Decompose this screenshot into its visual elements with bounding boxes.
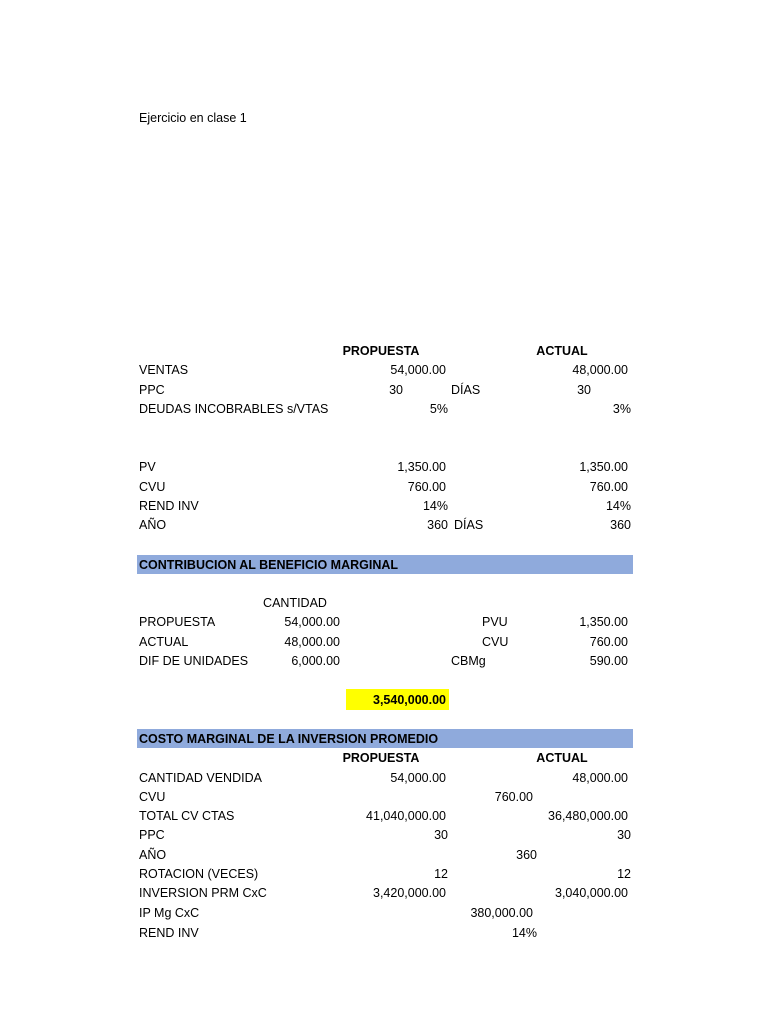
section-costo-marginal-title: COSTO MARGINAL DE LA INVERSION PROMEDIO [139, 732, 439, 746]
s1-row-cantidad: 54,000.00 [284, 615, 340, 629]
s1-row-value2: 760.00 [589, 635, 628, 649]
inversion-label: INVERSION PRM CxC [139, 886, 267, 900]
s1-row-value2: 590.00 [589, 654, 628, 668]
s1-row-cantidad: 6,000.00 [291, 654, 340, 668]
deudas-propuesta: 5% [429, 402, 448, 416]
anio-unit: DÍAS [454, 518, 484, 532]
s2-header-actual: ACTUAL [536, 751, 588, 765]
s2-anio-label: AÑO [139, 848, 167, 862]
header-actual: ACTUAL [536, 344, 588, 358]
cantidad-vendida-label: CANTIDAD VENDIDA [139, 771, 262, 785]
s1-row-value2: 1,350.00 [579, 615, 628, 629]
rotacion-actual: 12 [617, 867, 631, 881]
section-costo-marginal-header [137, 729, 633, 748]
ventas-actual: 48,000.00 [572, 363, 628, 377]
s2-cvu-value: 760.00 [494, 790, 533, 804]
s2-rend-inv-label: REND INV [139, 926, 199, 940]
inversion-actual: 3,040,000.00 [555, 886, 628, 900]
rotacion-label: ROTACION (VECES) [139, 867, 259, 881]
deudas-actual: 3% [612, 402, 631, 416]
cvu-label: CVU [139, 480, 166, 494]
section-contribucion-title: CONTRIBUCION AL BENEFICIO MARGINAL [139, 558, 399, 572]
s2-ppc-propuesta: 30 [434, 828, 448, 842]
anio-label: AÑO [139, 518, 167, 532]
s1-row-cantidad: 48,000.00 [284, 635, 340, 649]
cvu-propuesta: 760.00 [407, 480, 446, 494]
header-propuesta: PROPUESTA [342, 344, 420, 358]
s2-cvu-label: CVU [139, 790, 166, 804]
s1-row-label: ACTUAL [139, 635, 189, 649]
ppc-actual: 30 [577, 383, 591, 397]
cantidad-vendida-actual: 48,000.00 [572, 771, 628, 785]
ppc-label: PPC [139, 383, 165, 397]
ventas-label: VENTAS [139, 363, 189, 377]
s1-row-label2: PVU [482, 615, 508, 629]
total-cv-actual: 36,480,000.00 [548, 809, 628, 823]
ip-mg-value: 380,000.00 [470, 906, 533, 920]
section-contribucion-header [137, 555, 633, 574]
s2-rend-inv-value: 14% [511, 926, 537, 940]
ppc-unit: DÍAS [451, 383, 481, 397]
cbmg-total: 3,540,000.00 [373, 693, 446, 707]
s1-row-label2: CVU [482, 635, 509, 649]
s1-row-label: DIF DE UNIDADES [139, 654, 249, 668]
ventas-propuesta: 54,000.00 [390, 363, 446, 377]
s1-row-label2: CBMg [451, 654, 486, 668]
s2-ppc-actual: 30 [617, 828, 631, 842]
deudas-label: DEUDAS INCOBRABLES s/VTAS [139, 402, 329, 416]
pv-label: PV [139, 460, 156, 474]
rend-inv-label: REND INV [139, 499, 199, 513]
rotacion-propuesta: 12 [434, 867, 448, 881]
cantidad-vendida-propuesta: 54,000.00 [390, 771, 446, 785]
s2-header-propuesta: PROPUESTA [342, 751, 420, 765]
s2-ppc-label: PPC [139, 828, 165, 842]
rend-inv-propuesta: 14% [422, 499, 448, 513]
s2-anio-value: 360 [516, 848, 537, 862]
ip-mg-label: IP Mg CxC [139, 906, 200, 920]
cantidad-header: CANTIDAD [263, 596, 327, 610]
cvu-actual: 760.00 [589, 480, 628, 494]
ppc-propuesta: 30 [389, 383, 403, 397]
total-cv-propuesta: 41,040,000.00 [366, 809, 446, 823]
total-cv-label: TOTAL CV CTAS [139, 809, 235, 823]
pv-actual: 1,350.00 [579, 460, 628, 474]
s1-row-label: PROPUESTA [139, 615, 216, 629]
page-title: Ejercicio en clase 1 [139, 111, 247, 125]
anio-actual: 360 [610, 518, 631, 532]
rend-inv-actual: 14% [605, 499, 631, 513]
inversion-propuesta: 3,420,000.00 [373, 886, 446, 900]
anio-propuesta: 360 [427, 518, 448, 532]
pv-propuesta: 1,350.00 [397, 460, 446, 474]
